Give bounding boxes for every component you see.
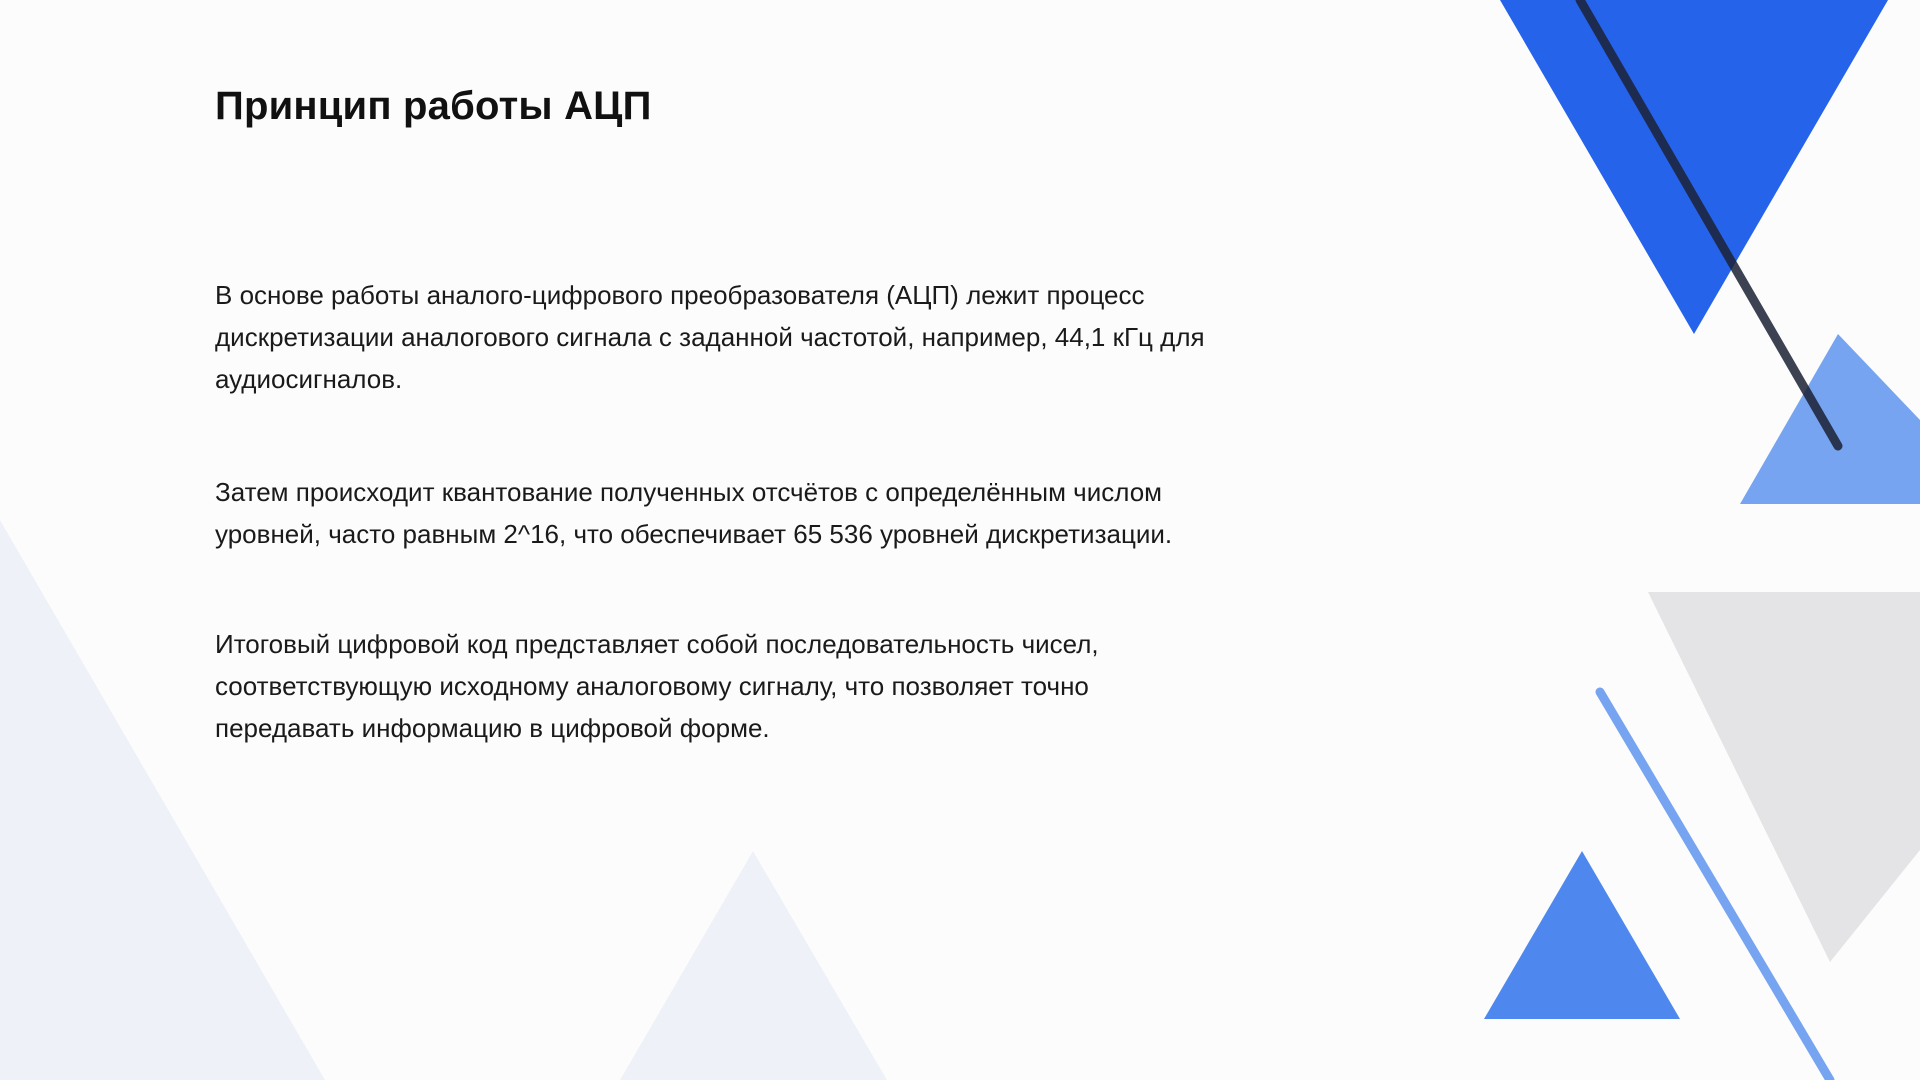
blue-triangle-small [1484, 851, 1680, 1019]
paragraph-digital-code: Итоговый цифровой код представляет собой последовательность чисел, соответствующую исходному аналоговому сигналу, что позволяет точно передавать информацию в цифровой форме. [215, 629, 1099, 743]
grey-triangle [1648, 592, 1920, 962]
light-blue-triangle [1740, 334, 1920, 504]
slide-title: Принцип работы АЦП [215, 84, 652, 128]
blue-triangle-large [1500, 0, 1888, 334]
paragraph-sampling: В основе работы аналого-цифрового преобразователя (АЦП) лежит процесс дискретизации аналогового сигнала с заданной частотой, например, 44,1 кГц для аудиосигналов. [215, 280, 1205, 394]
paragraph-quantization: Затем происходит квантование полученных отсчётов с определённым числом уровней, часто равным 2^16, что обеспечивает 65 536 уровней дискретизации. [215, 477, 1173, 549]
slide-body [215, 274, 1255, 749]
pale-triangle-center [620, 851, 887, 1080]
